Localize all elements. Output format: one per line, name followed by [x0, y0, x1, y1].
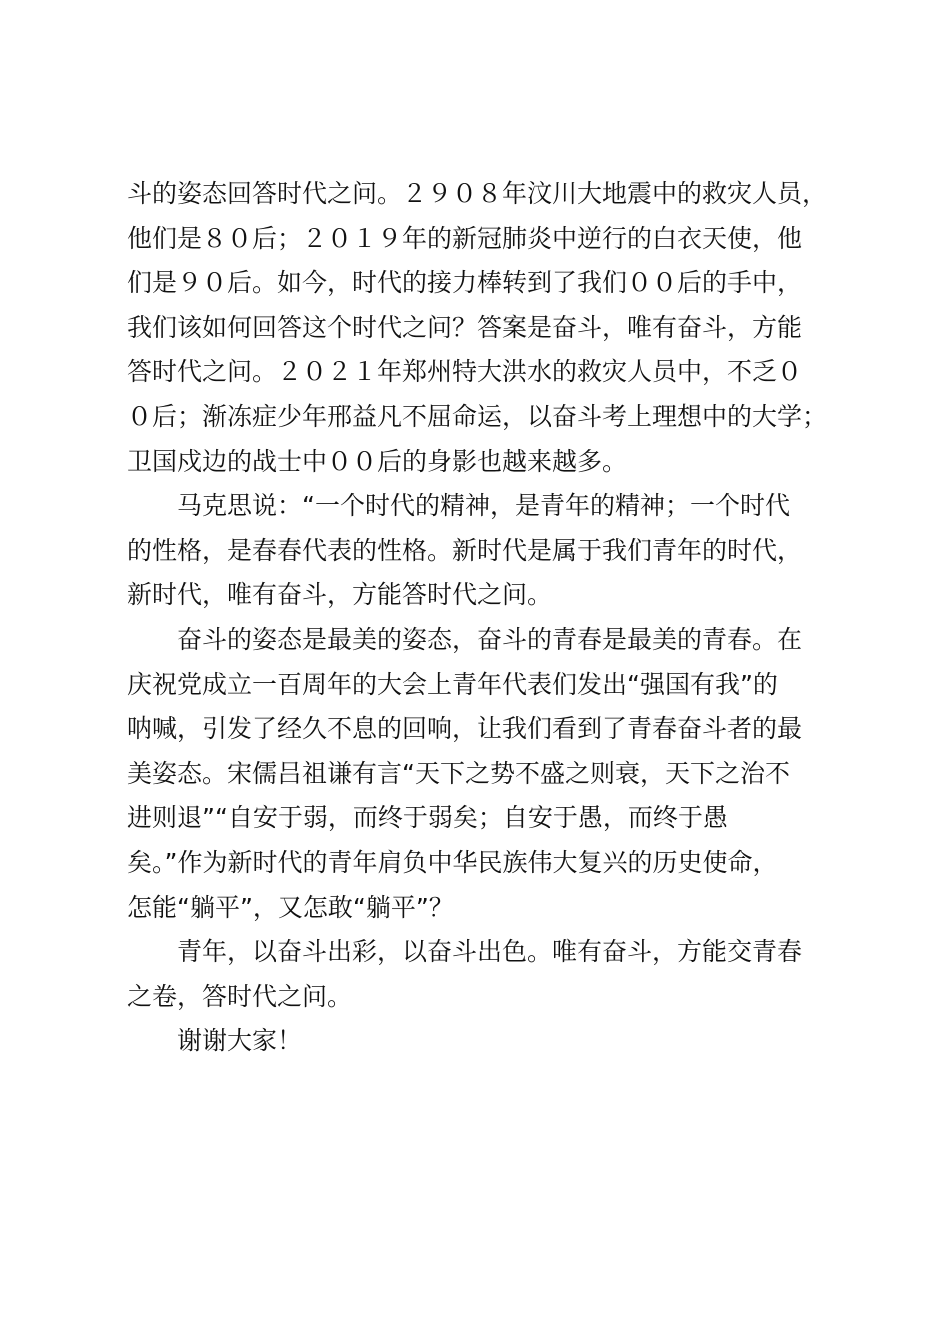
text-line: 我们该如何回答这个时代之问？答案是奋斗，唯有奋斗，方能: [127, 312, 803, 342]
text-line: 美姿态。宋儒吕祖谦有言“天下之势不盛之则衰，天下之治不: [127, 758, 790, 788]
paragraph-2: [127, 484, 862, 618]
text-line: 庆祝党成立一百周年的大会上青年代表们发出“强国有我”的: [127, 669, 778, 699]
text-line: 答时代之问。２０２１年郑州特大洪水的救灾人员中，不乏０: [127, 357, 803, 387]
text-line: 谢谢大家！: [177, 1026, 303, 1056]
text-line: 新时代，唯有奋斗，方能答时代之问。: [127, 580, 553, 610]
text-line: 进则退”“自安于弱，而终于弱矣；自安于愚，而终于愚: [127, 803, 728, 833]
text-line: 们是９０后。如今，时代的接力棒转到了我们００后的手中，: [127, 268, 803, 298]
text-line: 呐喊，引发了经久不息的回响，让我们看到了青春奋斗者的最: [127, 714, 803, 744]
text-line: 斗的姿态回答时代之问。２９０８年汶川大地震中的救灾人员，: [127, 179, 828, 208]
paragraph-1: [127, 172, 862, 484]
paragraph-4: [127, 930, 862, 1019]
text-line: 矣。”作为新时代的青年肩负中华民族伟大复兴的历史使命，: [127, 847, 778, 877]
text-line: 卫国戍边的战士中００后的身影也越来越多。: [127, 446, 628, 476]
text-line: 马克思说：“一个时代的精神，是青年的精神；一个时代: [177, 491, 790, 521]
text-line: 奋斗的姿态是最美的姿态，奋斗的青春是最美的青春。在: [177, 624, 803, 654]
text-line: 之卷，答时代之问。: [127, 981, 353, 1011]
paragraph-3: [127, 618, 862, 930]
text-line: ０后；渐冻症少年邢益凡不屈命运，以奋斗考上理想中的大学；: [127, 401, 828, 431]
text-line: 的性格，是春春代表的性格。新时代是属于我们青年的时代，: [127, 535, 803, 565]
body-text: [127, 172, 862, 1064]
text-line: 青年，以奋斗出彩，以奋斗出色。唯有奋斗，方能交青春: [177, 937, 803, 967]
text-line: 怎能“躺平”，又怎敢“躺平”？: [127, 892, 454, 922]
text-line: 他们是８０后；２０１９年的新冠肺炎中逆行的白衣天使，他: [127, 223, 803, 253]
paragraph-5: [127, 1019, 862, 1064]
